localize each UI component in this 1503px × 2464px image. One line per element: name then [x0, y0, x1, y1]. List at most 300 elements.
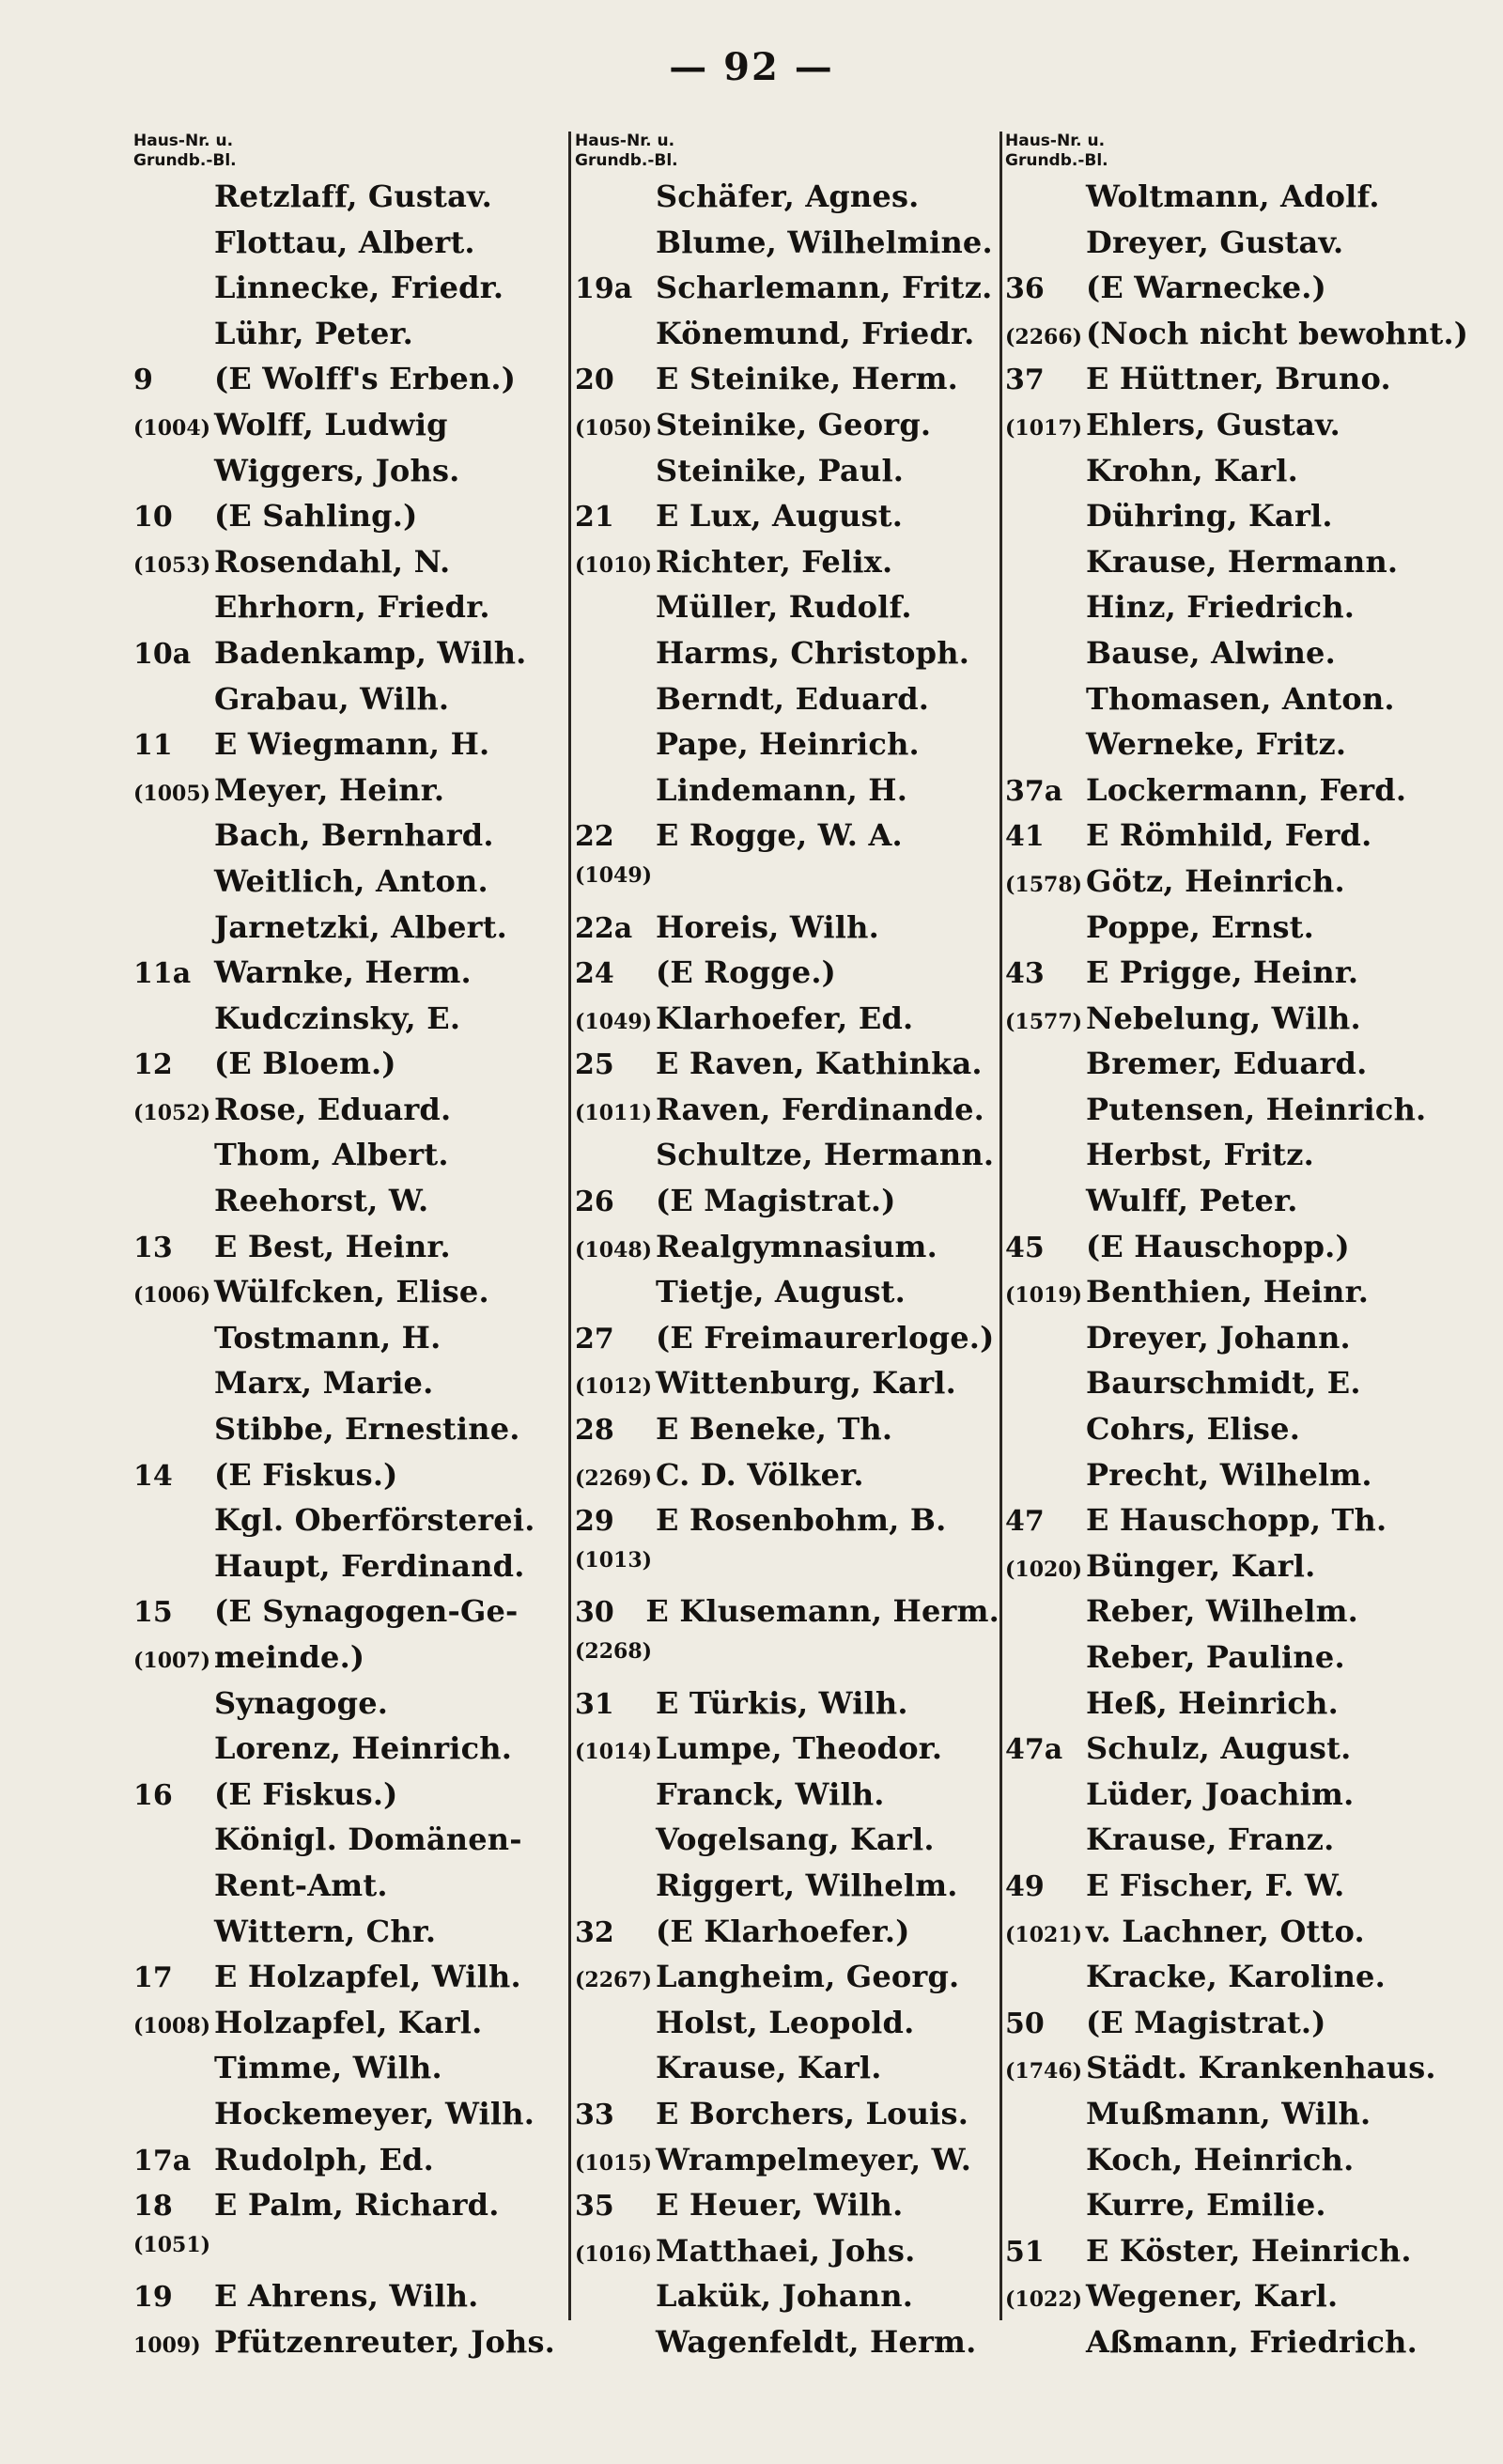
directory-entry: [133, 1776, 566, 1822]
directory-entry: [1005, 1685, 1475, 1731]
house-number: 25: [575, 1048, 614, 1082]
house-number: 50: [1005, 2007, 1045, 2040]
directory-entry: [1005, 772, 1475, 818]
resident-name: Königl. Domänen-: [214, 1821, 522, 1858]
resident-name: Thomasen, Anton.: [1086, 680, 1395, 717]
resident-name: Raven, Ferdinande.: [656, 1091, 985, 1127]
directory-entry: [133, 909, 566, 955]
directory-entry: [133, 270, 566, 316]
directory-entry: [575, 2233, 999, 2279]
directory-entry: [575, 1229, 999, 1275]
directory-entry: [133, 316, 566, 362]
directory-entry: [133, 453, 566, 499]
resident-name: E Steinike, Herm.: [656, 361, 959, 397]
directory-entry: [1005, 1274, 1475, 1320]
resident-name: Bach, Bernhard.: [214, 817, 494, 854]
resident-name: Horeis, Wilh.: [656, 908, 879, 945]
directory-entry: [1005, 726, 1475, 772]
resident-name: Rudolph, Ed.: [214, 2141, 434, 2177]
house-number: (1012): [575, 1374, 653, 1400]
resident-name: (E Hauschopp.): [1086, 1228, 1350, 1264]
house-number: (1051): [133, 2232, 211, 2257]
resident-name: Matthaei, Johs.: [656, 2232, 916, 2269]
resident-name: Warnke, Herm.: [214, 954, 472, 991]
house-number: (1577): [1005, 1009, 1083, 1034]
directory-entry: [575, 863, 999, 909]
house-number: (1746): [1005, 2059, 1083, 2084]
directory-entry: [575, 1914, 999, 1960]
resident-name: Grabau, Wilh.: [214, 680, 450, 717]
resident-name: E Klusemann, Herm.: [645, 1593, 999, 1630]
house-number: 51: [1005, 2235, 1045, 2269]
resident-name: Steinike, Georg.: [656, 406, 932, 442]
resident-name: Ehlers, Gustav.: [1086, 406, 1340, 442]
house-number: 45: [1005, 1231, 1045, 1264]
directory-entry: [133, 2324, 566, 2370]
resident-name: Thom, Albert.: [214, 1137, 449, 1173]
resident-name: Langheim, Georg.: [656, 1959, 960, 1995]
house-number: (2266): [1005, 324, 1083, 349]
directory-entry: [133, 2278, 566, 2324]
house-number: 22: [575, 820, 614, 854]
directory-entry: [1005, 1821, 1475, 1867]
directory-entry: [575, 1821, 999, 1867]
resident-name: Tietje, August.: [656, 1274, 906, 1310]
resident-name: Flottau, Albert.: [214, 224, 475, 260]
directory-entry: [1005, 863, 1475, 909]
house-number: 1009): [133, 2332, 201, 2358]
directory-entry: [575, 453, 999, 499]
house-number: 30: [575, 1596, 614, 1630]
resident-name: (E Bloem.): [214, 1046, 396, 1082]
directory-entry: [133, 407, 566, 453]
resident-name: Reehorst, W.: [214, 1183, 429, 1219]
resident-name: v. Lachner, Otto.: [1086, 1913, 1365, 1949]
resident-name: Holst, Leopold.: [656, 2004, 915, 2040]
resident-name: E Beneke, Th.: [656, 1411, 893, 1448]
resident-name: Wittenburg, Karl.: [656, 1365, 956, 1402]
directory-entry: [133, 1457, 566, 1503]
directory-entry: [1005, 1137, 1475, 1183]
house-number: 22a: [575, 911, 633, 945]
resident-name: Retzlaff, Gustav.: [214, 178, 492, 214]
directory-entry: [133, 1639, 566, 1685]
directory-entry: [575, 2142, 999, 2188]
directory-entry: [133, 1730, 566, 1776]
resident-name: E Heuer, Wilh.: [656, 2187, 904, 2224]
resident-name: Schulz, August.: [1086, 1730, 1352, 1767]
house-number: (1017): [1005, 415, 1083, 441]
directory-entry: [575, 2005, 999, 2051]
resident-name: Cohrs, Elise.: [1086, 1411, 1301, 1448]
directory-entry: [575, 407, 999, 453]
directory-entry: [575, 2050, 999, 2096]
directory-entry: [1005, 498, 1475, 544]
resident-name: Synagoge.: [214, 1684, 389, 1721]
house-number: 28: [575, 1414, 614, 1448]
house-number: 16: [133, 1778, 173, 1812]
house-number: (1049): [575, 1009, 653, 1034]
house-number: 24: [575, 957, 614, 991]
resident-name: Aßmann, Friedrich.: [1086, 2323, 1418, 2360]
house-number: (1048): [575, 1237, 653, 1263]
directory-entry: [133, 1320, 566, 1366]
header-line-2: Grundb.-Bl.: [133, 151, 237, 170]
resident-name: Weitlich, Anton.: [214, 862, 488, 899]
house-number: 47a: [1005, 1733, 1063, 1767]
house-number: (2267): [575, 1968, 653, 1993]
house-number: (1004): [133, 415, 211, 441]
resident-name: E Hüttner, Bruno.: [1086, 361, 1391, 397]
directory-column-1: [133, 132, 566, 2370]
resident-name: Müller, Rudolf.: [656, 589, 912, 626]
directory-entry: [1005, 1183, 1475, 1229]
resident-name: E Rosenbohm, B.: [656, 1502, 947, 1539]
resident-name: Werneke, Fritz.: [1086, 726, 1347, 763]
resident-name: (E Warnecke.): [1086, 270, 1326, 306]
directory-entry: [1005, 407, 1475, 453]
resident-name: Wiggers, Johs.: [214, 452, 460, 488]
resident-name: Koch, Heinrich.: [1086, 2141, 1355, 2177]
resident-name: Wagenfeldt, Herm.: [656, 2323, 977, 2360]
directory-entry: [575, 1274, 999, 1320]
directory-entry: [133, 361, 566, 407]
resident-name: Wulff, Peter.: [1086, 1183, 1298, 1219]
resident-name: Ehrhorn, Friedr.: [214, 589, 490, 626]
directory-entry: [1005, 681, 1475, 727]
directory-entry: [575, 681, 999, 727]
resident-name: (E Fiskus.): [214, 1456, 398, 1493]
directory-entry: [133, 1229, 566, 1275]
resident-name: E Wiegmann, H.: [214, 726, 490, 763]
directory-column-2: [575, 132, 999, 2370]
directory-entry: [575, 1183, 999, 1229]
house-number: 10: [133, 501, 173, 535]
directory-entry: [1005, 2142, 1475, 2188]
house-number: (1010): [575, 552, 653, 578]
house-number: 9: [133, 364, 153, 397]
resident-name: Steinike, Paul.: [656, 452, 905, 488]
directory-entry: [133, 1914, 566, 1960]
resident-name: Dreyer, Johann.: [1086, 1319, 1351, 1356]
house-number: 11: [133, 729, 173, 763]
column-divider: [568, 132, 571, 2320]
resident-name: E Römhild, Ferd.: [1086, 817, 1372, 854]
directory-entry: [1005, 1046, 1475, 1092]
directory-entry: [133, 178, 566, 225]
resident-name: Bremer, Eduard.: [1086, 1046, 1368, 1082]
house-number: 49: [1005, 1869, 1045, 1903]
column-header: [133, 132, 566, 173]
directory-entry: [1005, 635, 1475, 681]
resident-name: Realgymnasium.: [656, 1228, 937, 1264]
house-number: (1053): [133, 552, 211, 578]
directory-entry: [133, 954, 566, 1000]
resident-name: Rent-Amt.: [214, 1867, 388, 1903]
directory-entry: [1005, 817, 1475, 863]
house-number: (1015): [575, 2150, 653, 2176]
header-line-1: Haus-Nr. u.: [575, 132, 675, 150]
house-number: 10a: [133, 637, 192, 671]
resident-name: Wittern, Chr.: [214, 1913, 437, 1949]
directory-entry: [133, 772, 566, 818]
house-number: (1022): [1005, 2287, 1083, 2313]
directory-entry: [133, 1274, 566, 1320]
directory-entry: [575, 1092, 999, 1138]
directory-entry: [1005, 1548, 1475, 1594]
directory-entry: [133, 726, 566, 772]
house-number: 11a: [133, 957, 192, 991]
resident-name: Dühring, Karl.: [1086, 498, 1333, 535]
house-number: (2269): [575, 1465, 653, 1491]
resident-name: Putensen, Heinrich.: [1086, 1091, 1427, 1127]
house-number: 18: [133, 2190, 173, 2224]
resident-name: E Prigge, Heinr.: [1086, 954, 1359, 991]
resident-name: Rose, Eduard.: [214, 1091, 452, 1127]
house-number: 47: [1005, 1505, 1045, 1539]
resident-name: Reber, Pauline.: [1086, 1639, 1345, 1675]
resident-name: Lüder, Joachim.: [1086, 1775, 1355, 1812]
house-number: (1016): [575, 2241, 653, 2267]
directory-entry: [133, 1685, 566, 1731]
directory-entry: [133, 1365, 566, 1411]
directory-entry: [575, 1593, 999, 1639]
resident-name: Benthien, Heinr.: [1086, 1274, 1370, 1310]
resident-name: Wülfcken, Elise.: [214, 1274, 489, 1310]
resident-name: E Palm, Richard.: [214, 2187, 500, 2224]
house-number: 14: [133, 1459, 173, 1493]
directory-entry: [1005, 2050, 1475, 2096]
directory-entry: [575, 817, 999, 863]
directory-entry: [1005, 2278, 1475, 2324]
house-number: 37: [1005, 364, 1045, 397]
house-number: (1011): [575, 1100, 653, 1125]
resident-name: (E Wolff's Erben.): [214, 361, 517, 397]
directory-entry: [575, 361, 999, 407]
directory-entry: [133, 1593, 566, 1639]
resident-name: Krause, Karl.: [656, 2050, 882, 2086]
directory-entry: [575, 2278, 999, 2324]
resident-name: (E Rogge.): [656, 954, 836, 991]
directory-entry: [1005, 1959, 1475, 2005]
directory-entry: [133, 681, 566, 727]
resident-name: Lakük, Johann.: [656, 2278, 914, 2315]
directory-entry: [1005, 1502, 1475, 1548]
directory-entry: [1005, 2233, 1475, 2279]
resident-name: Meyer, Heinr.: [214, 771, 445, 808]
resident-name: Städt. Krankenhaus.: [1086, 2050, 1436, 2086]
column-divider: [999, 132, 1002, 2320]
house-number: (2268): [575, 1639, 653, 1664]
house-number: 36: [1005, 272, 1045, 306]
house-number: 19: [133, 2281, 173, 2315]
resident-name: Götz, Heinrich.: [1086, 862, 1345, 899]
resident-name: Nebelung, Wilh.: [1086, 1000, 1361, 1036]
directory-entry: [133, 225, 566, 271]
directory-entry: [575, 1137, 999, 1183]
resident-name: Pape, Heinrich.: [656, 726, 920, 763]
house-number: 27: [575, 1322, 614, 1356]
resident-name: Schäfer, Agnes.: [656, 178, 920, 214]
resident-name: E Borchers, Louis.: [656, 2095, 969, 2131]
directory-entry: [1005, 225, 1475, 271]
house-number: (1050): [575, 415, 653, 441]
directory-entry: [133, 817, 566, 863]
directory-entry: [1005, 1593, 1475, 1639]
house-number: (1013): [575, 1547, 653, 1573]
resident-name: Rosendahl, N.: [214, 543, 451, 580]
directory-entry: [1005, 589, 1475, 635]
resident-name: E Best, Heinr.: [214, 1228, 451, 1264]
directory-entry: [133, 1959, 566, 2005]
directory-entry: [133, 498, 566, 544]
directory-entry: [133, 1411, 566, 1457]
house-number: (1020): [1005, 1557, 1083, 1582]
resident-name: Jarnetzki, Albert.: [214, 908, 508, 945]
house-number: 41: [1005, 820, 1045, 854]
directory-entry: [575, 1639, 999, 1685]
house-number: 26: [575, 1186, 614, 1219]
resident-name: Haupt, Ferdinand.: [214, 1547, 525, 1584]
resident-name: Mußmann, Wilh.: [1086, 2095, 1371, 2131]
resident-name: Bünger, Karl.: [1086, 1547, 1316, 1584]
directory-entry: [575, 498, 999, 544]
directory-entry: [133, 1183, 566, 1229]
house-number: (1049): [575, 862, 653, 888]
resident-name: Badenkamp, Wilh.: [214, 634, 527, 671]
directory-entry: [575, 1867, 999, 1914]
house-number: 35: [575, 2190, 614, 2224]
resident-name: Krause, Franz.: [1086, 1821, 1335, 1858]
resident-name: Kurre, Emilie.: [1086, 2187, 1326, 2224]
header-line-1: Haus-Nr. u.: [1005, 132, 1106, 150]
resident-name: Poppe, Ernst.: [1086, 908, 1314, 945]
directory-entry: [133, 2233, 566, 2279]
directory-entry: [575, 726, 999, 772]
resident-name: E Rogge, W. A.: [656, 817, 903, 854]
directory-entry: [133, 2096, 566, 2142]
directory-entry: [1005, 1776, 1475, 1822]
resident-name: Precht, Wilhelm.: [1086, 1456, 1372, 1493]
house-number: 19a: [575, 272, 633, 306]
resident-name: Scharlemann, Fritz.: [656, 270, 993, 306]
house-number: 13: [133, 1231, 173, 1264]
resident-name: Linnecke, Friedr.: [214, 270, 504, 306]
directory-entry: [575, 1730, 999, 1776]
directory-entry: [575, 1320, 999, 1366]
directory-entry: [133, 1137, 566, 1183]
directory-entry: [133, 1548, 566, 1594]
resident-name: Blume, Wilhelmine.: [656, 224, 993, 260]
directory-entry: [575, 1411, 999, 1457]
house-number: (1006): [133, 1283, 211, 1309]
directory-entry: [133, 1000, 566, 1046]
resident-name: Lumpe, Theodor.: [656, 1730, 943, 1767]
directory-entry: [1005, 2324, 1475, 2370]
resident-name: Harms, Christoph.: [656, 634, 970, 671]
resident-name: Klarhoefer, Ed.: [656, 1000, 914, 1036]
house-number: 31: [575, 1687, 614, 1721]
house-number: (1008): [133, 2013, 211, 2038]
resident-name: Reber, Wilhelm.: [1086, 1593, 1358, 1630]
resident-name: (E Sahling.): [214, 498, 418, 535]
directory-entry: [575, 1502, 999, 1548]
house-number: (1052): [133, 1100, 211, 1125]
directory-entry: [133, 635, 566, 681]
directory-entry: [1005, 316, 1475, 362]
directory-entry: [1005, 1867, 1475, 1914]
resident-name: Richter, Felix.: [656, 543, 893, 580]
resident-name: E Lux, August.: [656, 498, 904, 535]
directory-entry: [1005, 1092, 1475, 1138]
resident-name: E Ahrens, Wilh.: [214, 2278, 479, 2315]
resident-name: E Köster, Heinrich.: [1086, 2232, 1412, 2269]
page-number: — 92 —: [669, 45, 834, 89]
resident-name: Krohn, Karl.: [1086, 452, 1298, 488]
resident-name: Lühr, Peter.: [214, 315, 414, 351]
resident-name: Stibbe, Ernestine.: [214, 1411, 520, 1448]
resident-name: Lindemann, H.: [656, 771, 908, 808]
house-number: (1019): [1005, 1283, 1083, 1309]
house-number: (1007): [133, 1649, 211, 1673]
resident-name: Timme, Wilh.: [214, 2050, 442, 2086]
directory-entry: [575, 225, 999, 271]
resident-name: Kracke, Karoline.: [1086, 1959, 1386, 1995]
directory-entry: [575, 589, 999, 635]
resident-name: Krause, Hermann.: [1086, 543, 1399, 580]
directory-entry: [133, 1502, 566, 1548]
resident-name: (Noch nicht bewohnt.): [1086, 315, 1469, 351]
directory-entry: [575, 2096, 999, 2142]
directory-entry: [133, 1867, 566, 1914]
resident-name: (E Magistrat.): [656, 1183, 896, 1219]
house-number: 17: [133, 1961, 173, 1995]
column-header: [1005, 132, 1475, 173]
directory-entry: [575, 544, 999, 590]
directory-entry: [1005, 1229, 1475, 1275]
header-line-2: Grundb.-Bl.: [1005, 151, 1108, 170]
house-number: (1005): [133, 781, 211, 806]
house-number: 43: [1005, 957, 1045, 991]
resident-name: Lorenz, Heinrich.: [214, 1730, 513, 1767]
resident-name: Pfützenreuter, Johs.: [214, 2323, 556, 2360]
directory-entry: [1005, 909, 1475, 955]
directory-entry: [133, 1092, 566, 1138]
directory-entry: [1005, 2187, 1475, 2233]
directory-entry: [575, 954, 999, 1000]
house-number: 37a: [1005, 774, 1063, 808]
directory-entry: [1005, 1365, 1475, 1411]
resident-name: Franck, Wilh.: [656, 1775, 885, 1812]
directory-entry: [1005, 1639, 1475, 1685]
resident-name: C. D. Völker.: [656, 1456, 864, 1493]
resident-name: meinde.): [214, 1639, 365, 1675]
directory-entry: [575, 2324, 999, 2370]
resident-name: (E Fiskus.): [214, 1775, 398, 1812]
resident-name: Berndt, Eduard.: [656, 680, 930, 717]
house-number: 21: [575, 501, 614, 535]
directory-entry: [1005, 1411, 1475, 1457]
header-line-1: Haus-Nr. u.: [133, 132, 234, 150]
directory-entry: [575, 1776, 999, 1822]
directory-entry: [1005, 2005, 1475, 2051]
resident-name: E Raven, Kathinka.: [656, 1046, 983, 1082]
resident-name: Baurschmidt, E.: [1086, 1365, 1361, 1402]
directory-entry: [1005, 544, 1475, 590]
directory-entry: [1005, 1320, 1475, 1366]
house-number: 12: [133, 1048, 173, 1082]
resident-name: Dreyer, Gustav.: [1086, 224, 1344, 260]
